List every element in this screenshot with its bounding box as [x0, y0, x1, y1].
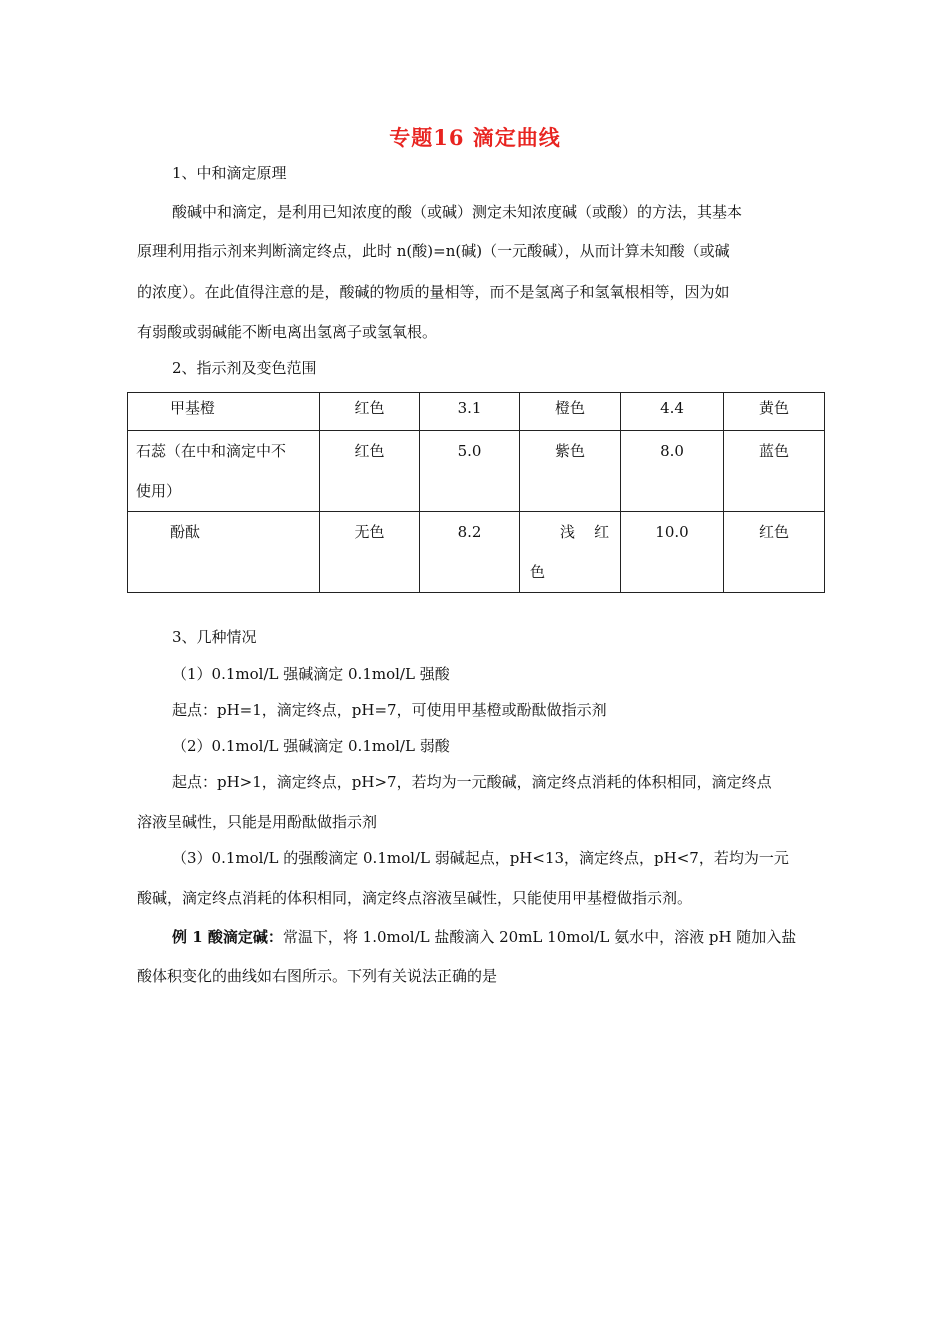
example-line: 酸体积变化的曲线如右图所示。下列有关说法正确的是 — [137, 967, 498, 985]
case-text: 酸碱，滴定终点消耗的体积相同，滴定终点溶液呈碱性，只能使用甲基橙做指示剂。 — [137, 889, 693, 907]
table-cell: 8.2 — [420, 512, 520, 593]
table-cell: 红色 — [320, 431, 420, 512]
table-cell: 酚酞 — [128, 512, 320, 593]
example-label: 例 1 酸滴定碱： — [172, 928, 283, 946]
table-cell: 无色 — [320, 512, 420, 593]
table-cell: 5.0 — [420, 431, 520, 512]
case-text: 起点：pH>1，滴定终点，pH>7，若均为一元酸碱，滴定终点消耗的体积相同，滴定终点 — [172, 773, 772, 791]
paragraph-line: 原理利用指示剂来判断滴定终点，此时 n(酸)=n(碱)（一元酸碱），从而计算未知酸（或碱 — [137, 242, 730, 260]
table-cell: 10.0 — [621, 512, 724, 593]
table-cell: 橙色 — [520, 393, 621, 431]
case-text: 溶液呈碱性，只能是用酚酞做指示剂 — [137, 813, 378, 831]
section-heading-cases: 3、几种情况 — [172, 628, 257, 646]
cell-text: 石蕊（在中和滴定中不 — [136, 442, 287, 460]
table-cell: 蓝色 — [724, 431, 825, 512]
table-cell: 8.0 — [621, 431, 724, 512]
table-row — [128, 512, 825, 593]
paragraph-line: 有弱酸或弱碱能不断电离出氢离子或氢氧根。 — [137, 323, 438, 341]
table-cell — [128, 431, 320, 512]
table-cell: 3.1 — [420, 393, 520, 431]
table-cell: 4.4 — [621, 393, 724, 431]
table-cell — [520, 512, 621, 593]
case-text: 起点：pH=1，滴定终点，pH=7，可使用甲基橙或酚酞做指示剂 — [172, 701, 607, 719]
table-cell: 紫色 — [520, 431, 621, 512]
case-title: （1）0.1mol/L 强碱滴定 0.1mol/L 强酸 — [172, 665, 450, 683]
case-text: （3）0.1mol/L 的强酸滴定 0.1mol/L 弱碱起点，pH<13，滴定终点，pH<7，若均为一元 — [172, 849, 789, 867]
cell-text: 使用） — [136, 482, 182, 500]
cell-text: 色 — [530, 563, 546, 581]
case-title: （2）0.1mol/L 强碱滴定 0.1mol/L 弱酸 — [172, 737, 450, 755]
example-line — [172, 927, 796, 947]
table-cell: 甲基橙 — [128, 393, 320, 431]
table-row — [128, 393, 825, 431]
table-row — [128, 431, 825, 512]
section-heading-indicators: 2、指示剂及变色范围 — [172, 359, 317, 377]
table-cell: 红色 — [320, 393, 420, 431]
example-text: 常温下，将 1.0mol/L 盐酸滴入 20mL 10mol/L 氨水中，溶液 pH 随加入盐 — [282, 928, 797, 946]
table-cell: 红色 — [724, 512, 825, 593]
section-heading-principle: 1、中和滴定原理 — [172, 164, 287, 182]
table-cell: 黄色 — [724, 393, 825, 431]
indicator-table — [127, 392, 825, 593]
paragraph-line: 的浓度）。在此值得注意的是，酸碱的物质的量相等，而不是氢离子和氢氧根相等，因为如 — [137, 283, 730, 301]
paragraph-line: 酸碱中和滴定，是利用已知浓度的酸（或碱）测定未知浓度碱（或酸）的方法，其基本 — [172, 203, 743, 221]
page-title: 专题16 滴定曲线 — [389, 125, 561, 150]
cell-text: 浅 红 — [560, 523, 610, 541]
